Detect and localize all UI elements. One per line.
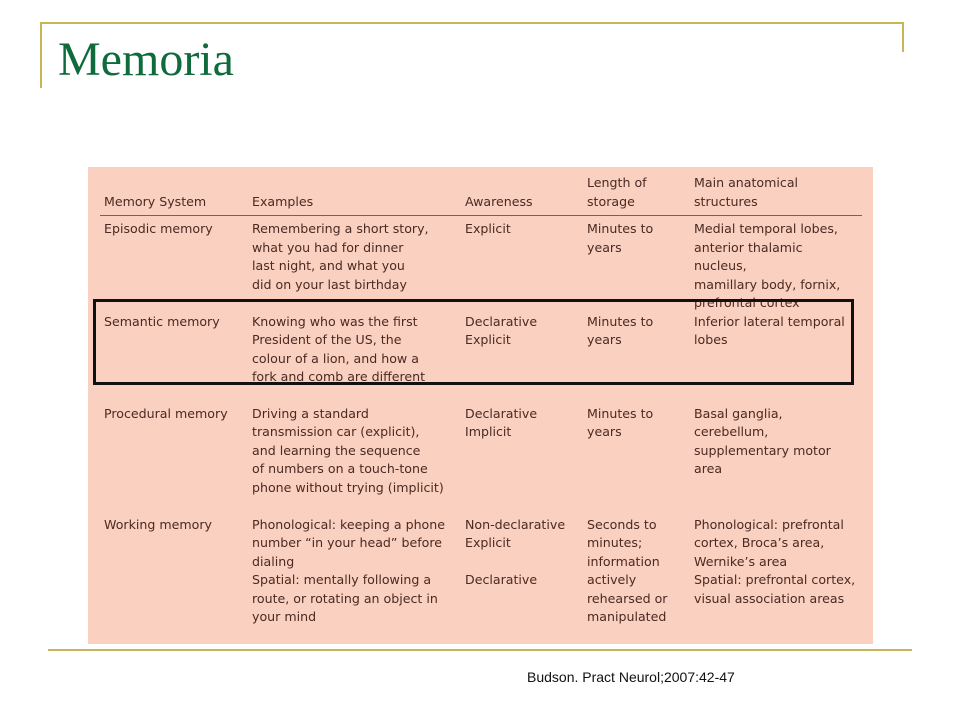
table-cell: Knowing who was the first President of the US, the colour of a lion, and how a fork and comb are different: [252, 313, 426, 384]
slide-frame-right-line: [902, 22, 904, 52]
table-cell: Seconds to minutes; information actively rehearsed or manipulated: [587, 516, 668, 624]
slide-frame-left-line: [40, 22, 42, 88]
table-cell: Phonological: keeping a phone number “in your head” before dialing Spatial: mentally following a route, or rotating an object in your mind: [252, 516, 445, 624]
table-cell: Non-declarative Explicit Declarative: [465, 516, 566, 587]
table-cell: Phonological: prefrontal cortex, Broca’s area, Wernike’s area Spatial: prefrontal cortex, visual association areas: [694, 516, 856, 606]
slide-title: Memoria: [58, 33, 234, 86]
column-header-awareness: Awareness: [461, 172, 583, 216]
table-row-procedural: [100, 405, 862, 516]
slide-frame-top-line: [40, 22, 904, 24]
slide-frame-bottom-line: [48, 649, 912, 651]
table-cell: Inferior lateral temporal lobes: [694, 313, 845, 347]
table-cell: Remembering a short story, what you had for dinner last night, and what you did on your last birthday: [252, 221, 429, 292]
table-cell: Basal ganglia, cerebellum, supplementary motor area: [694, 405, 831, 476]
table-cell: Explicit: [465, 221, 511, 236]
table-cell: Working memory: [104, 516, 212, 532]
table-cell: Declarative Explicit: [465, 313, 538, 347]
table-cell: Minutes to years: [587, 313, 654, 347]
table-cell: Medial temporal lobes, anterior thalamic nucleus, mamillary body, fornix, prefrontal cortex: [694, 221, 841, 310]
citation-text: Budson. Pract Neurol;2007:42-47: [527, 669, 735, 685]
table-cell: Minutes to years: [587, 405, 654, 439]
table-cell: Procedural memory: [104, 405, 228, 421]
table-cell: Semantic memory: [104, 313, 220, 329]
table-cell: Declarative Implicit: [465, 405, 538, 439]
table-cell: Episodic memory: [104, 221, 213, 236]
table-row-working: [100, 516, 862, 627]
table-header-row: [100, 172, 862, 216]
column-header-anatomical-structures: Main anatomical structures: [690, 172, 862, 216]
semantic-memory-highlight-box: [93, 299, 854, 385]
table-cell: Minutes to years: [587, 221, 654, 255]
table-cell: Driving a standard transmission car (explicit), and learning the sequence of numbers on a touch-tone phone without trying (implicit): [252, 405, 444, 495]
table-row-episodic: [100, 216, 862, 313]
column-header-length-of-storage: Length of storage: [583, 172, 690, 216]
column-header-memory-system: Memory System: [100, 172, 248, 216]
memory-systems-table: [100, 172, 862, 627]
column-header-examples: Examples: [248, 172, 461, 216]
memory-systems-table-panel: [88, 167, 873, 644]
